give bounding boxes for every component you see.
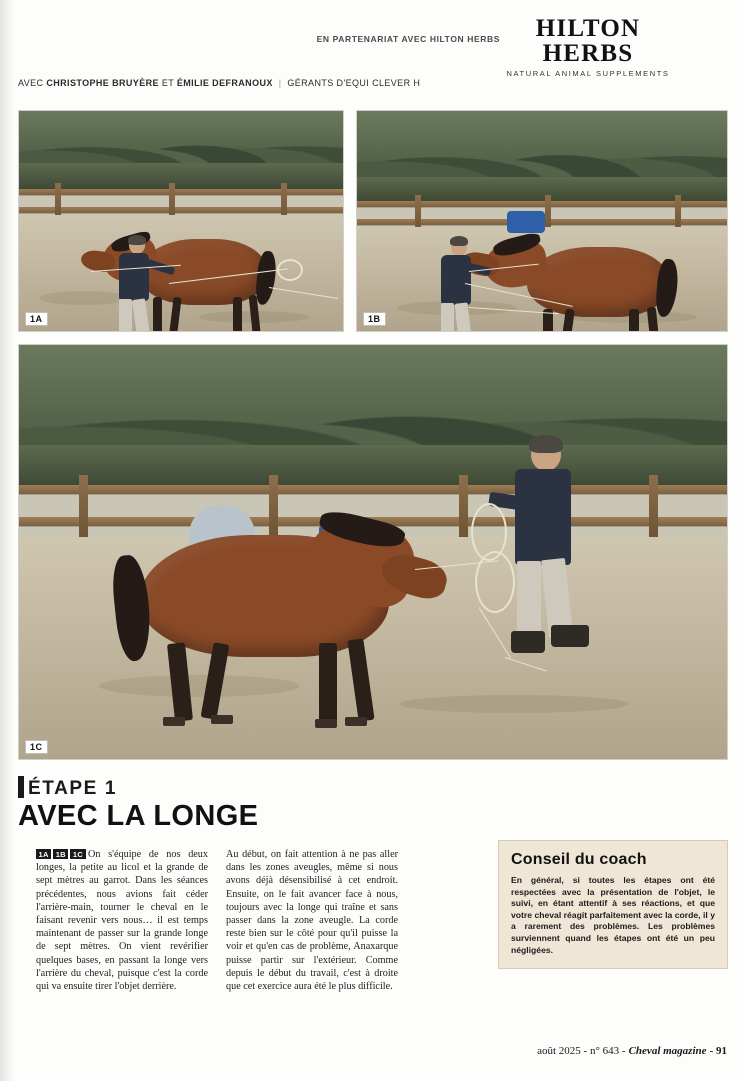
coach-tip-text: En général, si toutes les étapes ont été respectées avec la présentation de l'objet, le suivi, en étant attentif à ses réactions, et que votre cheval réagit parfaitement avec la corde, il y a rarement des problèmes. Les problèmes surviennent quand les étapes ont été un peu négligées. xyxy=(511,875,715,955)
sponsor-tagline: NATURAL ANIMAL SUPPLEMENTS xyxy=(506,69,670,78)
page-title: AVEC LA LONGE xyxy=(18,800,259,832)
coach-tip-title: Conseil du coach xyxy=(511,851,647,868)
byline-separator: | xyxy=(278,78,282,88)
photo-1c xyxy=(18,344,728,760)
footer-page-number: - 91 xyxy=(709,1045,727,1057)
step-accent-bar xyxy=(18,776,24,798)
tag-1b: 1B xyxy=(53,849,68,859)
body-column-2: Au début, on fait attention à ne pas aller dans les zones aveugles, même si nous avons déjà désensibilisé à cet endroit. Ensuite, on le fait avancer face à nous, toujours avec la longe qui traîne et sans passer dans la zone aveugle. La corde reste bien sur le côté pour qu'il puisse la voir et qu'en cas de problème, Anaxarque puisse partir sur l'extérieur. Comme depuis le début du travail, c'est à droite que cet exercice aura été le plus difficile. xyxy=(226,849,398,993)
byline-author-1: CHRISTOPHE BRUYÈRE xyxy=(46,78,159,88)
photo-label-1c: 1C xyxy=(25,740,48,754)
page-header xyxy=(0,10,745,78)
tag-1c: 1C xyxy=(70,849,85,859)
sponsor-name: HILTON HERBS xyxy=(535,15,641,67)
byline-author-2: ÉMILIE DEFRANOUX xyxy=(176,78,273,88)
byline-conjunction: ET xyxy=(161,78,174,88)
scan-edge-shadow xyxy=(0,0,14,1081)
byline xyxy=(18,78,420,88)
footer-magazine: Cheval magazine xyxy=(628,1045,707,1057)
partnership-line: EN PARTENARIAT AVEC HILTON HERBS xyxy=(316,34,500,44)
body-column-1: On s'équipe de nos deux longes, la petite au licol et la grande de sept mètres au garrot. Dans les séances précédentes, nous avions fait céder l'arrière-main, tourner le cheval en le faisant revenir vers nous… il est temps maintenant de passer sur la grande longe de sept mètres. On vient revérifier quelques bases, en passant la longe vers l'arrière du cheval, puisque c'est la corde qui va ensuite tirer l'objet derrière. xyxy=(36,849,208,993)
footer-issue: août 2025 - n° 643 - xyxy=(537,1045,626,1057)
page-footer xyxy=(537,1045,727,1057)
photo-1b xyxy=(356,110,728,332)
photo-1a xyxy=(18,110,344,332)
step-label: ÉTAPE 1 xyxy=(28,778,117,799)
photo-label-1a: 1A xyxy=(25,312,48,326)
byline-role: GÉRANTS D'EQUI CLEVER H xyxy=(287,78,421,88)
coach-tip-box xyxy=(498,840,728,969)
tag-1a: 1A xyxy=(36,849,51,859)
photo-label-1b: 1B xyxy=(363,312,386,326)
sponsor-logo xyxy=(493,16,683,78)
byline-prefix: AVEC xyxy=(18,78,44,88)
